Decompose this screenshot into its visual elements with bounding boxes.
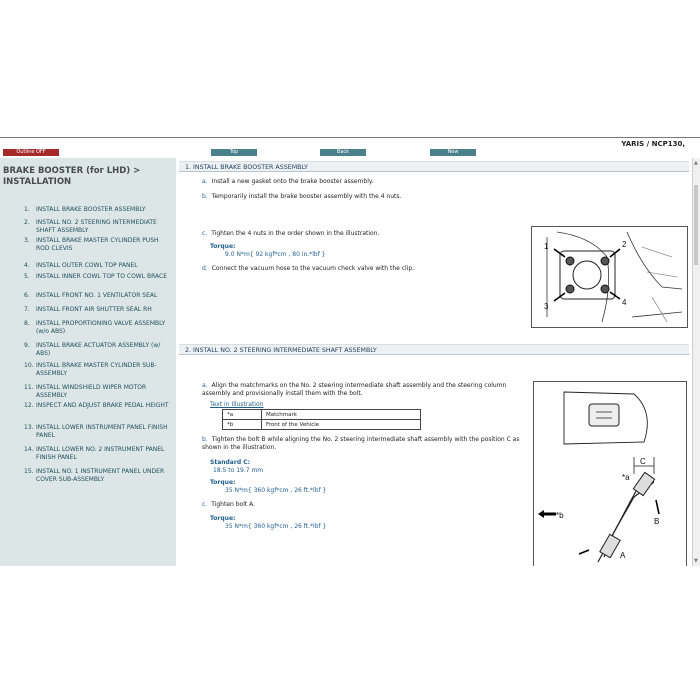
callout-3: 3 bbox=[544, 302, 549, 311]
sidebar-item-label[interactable]: INSTALL LOWER INSTRUMENT PANEL FINISH PANEL bbox=[36, 424, 168, 439]
sidebar-item[interactable] bbox=[24, 237, 172, 253]
sidebar-item-number: 12. bbox=[24, 402, 34, 409]
step-2c bbox=[202, 501, 255, 509]
callout-a: A bbox=[620, 551, 626, 560]
standard-value: 18.5 to 19.7 mm bbox=[213, 467, 264, 474]
step-text: Temporarily install the brake booster assembly with the 4 nuts. bbox=[211, 193, 402, 200]
section-heading-1: 1. INSTALL BRAKE BOOSTER ASSEMBLY bbox=[179, 161, 689, 172]
table-cell-key: *a bbox=[223, 410, 262, 420]
sidebar-item-number: 8. bbox=[24, 320, 30, 327]
step-1c bbox=[202, 230, 379, 238]
sidebar-item-label[interactable]: INSTALL FRONT NO. 1 VENTILATOR SEAL bbox=[36, 292, 158, 299]
callout-4: 4 bbox=[622, 298, 627, 307]
step-text: Tighten bolt A. bbox=[211, 501, 256, 508]
table-row bbox=[223, 410, 421, 420]
scroll-down-arrow[interactable]: ▼ bbox=[694, 558, 698, 564]
sidebar-item-number: 2. bbox=[24, 219, 30, 226]
sidebar-item-number: 10. bbox=[24, 362, 34, 369]
step-text: Tighten the bolt B while aligning the No. 2 steering intermediate shaft assembly with the position C as shown in the illustration. bbox=[202, 436, 520, 451]
sidebar-item[interactable] bbox=[24, 320, 172, 336]
back-button[interactable]: Back bbox=[320, 149, 366, 156]
sidebar-item[interactable] bbox=[24, 262, 172, 270]
sidebar-item[interactable] bbox=[24, 362, 172, 378]
step-2a bbox=[202, 382, 522, 398]
sidebar-item[interactable] bbox=[24, 384, 172, 400]
text-in-illustration-label: Text in Illustration bbox=[210, 401, 264, 408]
sidebar-item[interactable] bbox=[24, 446, 172, 462]
callout-star-b: *b bbox=[556, 511, 564, 520]
manual-window bbox=[0, 137, 700, 566]
sidebar-item-label[interactable]: INSTALL WINDSHIELD WIPER MOTOR ASSEMBLY bbox=[36, 384, 147, 399]
outline-toggle-button[interactable]: Outline OFF bbox=[3, 149, 59, 156]
sidebar-item[interactable] bbox=[24, 424, 172, 440]
sidebar-item-number: 15. bbox=[24, 468, 34, 475]
sidebar-item-label[interactable]: INSTALL BRAKE ACTUATOR ASSEMBLY (w/ ABS) bbox=[36, 342, 161, 357]
sidebar-item[interactable] bbox=[24, 273, 172, 281]
illustration-legend-table bbox=[222, 409, 421, 430]
sidebar-item-number: 14. bbox=[24, 446, 34, 453]
callout-b: B bbox=[654, 517, 660, 526]
sidebar-item[interactable] bbox=[24, 306, 172, 314]
sidebar-item[interactable] bbox=[24, 468, 172, 484]
scroll-thumb[interactable] bbox=[694, 185, 698, 265]
step-letter: d. bbox=[202, 265, 208, 272]
torque-value: 35 N*m{ 360 kgf*cm , 26 ft.*lbf } bbox=[225, 487, 327, 494]
section-heading-2: 2. INSTALL NO. 2 STEERING INTERMEDIATE SHAFT ASSEMBLY bbox=[179, 344, 689, 355]
step-1b bbox=[202, 193, 401, 201]
sidebar-item-label[interactable]: INSTALL BRAKE BOOSTER ASSEMBLY bbox=[36, 206, 146, 213]
torque-label: Torque: bbox=[210, 243, 236, 250]
sidebar-item-number: 3. bbox=[24, 237, 30, 244]
step-text: Tighten the 4 nuts in the order shown in the illustration. bbox=[211, 230, 380, 237]
scroll-up-arrow[interactable]: ▲ bbox=[694, 160, 698, 166]
sidebar-item-label[interactable]: INSPECT AND ADJUST BRAKE PEDAL HEIGHT bbox=[36, 402, 169, 409]
vertical-scrollbar[interactable] bbox=[692, 158, 700, 566]
sidebar-item-label[interactable]: INSTALL NO. 2 STEERING INTERMEDIATE SHAFT ASSEMBLY bbox=[36, 219, 157, 234]
table-cell-value: Matchmark bbox=[262, 410, 421, 420]
toolbar bbox=[0, 138, 700, 158]
sidebar-item-label[interactable]: INSTALL INNER COWL TOP TO COWL BRACE bbox=[36, 273, 167, 280]
sidebar-item[interactable] bbox=[24, 402, 172, 410]
sidebar-item-label[interactable]: INSTALL PROPORTIONING VALVE ASSEMBLY (w/o ABS) bbox=[36, 320, 166, 335]
sidebar-item-label[interactable]: INSTALL LOWER NO. 2 INSTRUMENT PANEL FINISH PANEL bbox=[36, 446, 165, 461]
step-letter: a. bbox=[202, 382, 208, 389]
step-letter: b. bbox=[202, 436, 208, 443]
torque-label: Torque: bbox=[210, 515, 236, 522]
sidebar-item-label[interactable]: INSTALL NO. 1 INSTRUMENT PANEL UNDER COVER SUB-ASSEMBLY bbox=[36, 468, 165, 483]
sidebar-item-number: 6. bbox=[24, 292, 30, 299]
sidebar-item-number: 5. bbox=[24, 273, 30, 280]
callout-star-a: *a bbox=[622, 473, 630, 482]
step-1a bbox=[202, 178, 374, 186]
sidebar-item[interactable] bbox=[24, 292, 172, 300]
sidebar-item-label[interactable]: INSTALL BRAKE MASTER CYLINDER SUB-ASSEMBLY bbox=[36, 362, 157, 377]
sidebar-item[interactable] bbox=[24, 206, 172, 214]
step-2b bbox=[202, 436, 532, 452]
step-letter: c. bbox=[202, 230, 208, 237]
torque-label: Torque: bbox=[210, 479, 236, 486]
step-letter: a. bbox=[202, 178, 208, 185]
step-letter: b. bbox=[202, 193, 208, 200]
torque-value: 35 N*m{ 360 kgf*cm , 26 ft.*lbf } bbox=[225, 523, 327, 530]
sidebar-item-number: 7. bbox=[24, 306, 30, 313]
new-button[interactable]: New bbox=[430, 149, 476, 156]
standard-label: Standard C: bbox=[210, 459, 250, 466]
sidebar-item-label[interactable]: INSTALL OUTER COWL TOP PANEL bbox=[36, 262, 138, 269]
sidebar-item[interactable] bbox=[24, 342, 172, 358]
sidebar-item-label[interactable]: INSTALL BRAKE MASTER CYLINDER PUSH ROD CLEVIS bbox=[36, 237, 159, 252]
booster-diagram bbox=[532, 227, 687, 327]
sidebar-item[interactable] bbox=[24, 219, 172, 235]
step-text: Align the matchmarks on the No. 2 steering intermediate shaft assembly and the steering column assembly and provisionally install them with the bolt. bbox=[202, 382, 507, 397]
page-title: BRAKE BOOSTER (for LHD) > INSTALLATION bbox=[3, 166, 141, 187]
sidebar-item-number: 1. bbox=[24, 206, 30, 213]
callout-c: C bbox=[640, 457, 646, 466]
sidebar-item-number: 13. bbox=[24, 424, 34, 431]
table-cell-key: *b bbox=[223, 420, 262, 430]
main-content bbox=[176, 158, 693, 566]
booster-nut-illustration bbox=[531, 226, 688, 328]
step-1d bbox=[202, 265, 414, 273]
sidebar-outline bbox=[0, 158, 176, 566]
step-text: Connect the vacuum hose to the vacuum check valve with the clip. bbox=[211, 265, 415, 272]
callout-1: 1 bbox=[544, 242, 549, 251]
step-letter: c. bbox=[202, 501, 208, 508]
table-cell-value: Front of the Vehicle bbox=[262, 420, 421, 430]
top-button[interactable]: Top bbox=[211, 149, 257, 156]
vehicle-model: YARIS / NCP130, bbox=[621, 140, 685, 148]
sidebar-item-label[interactable]: INSTALL FRONT AIR SHUTTER SEAL RH bbox=[36, 306, 152, 313]
table-row bbox=[223, 420, 421, 430]
shaft-diagram bbox=[534, 382, 686, 566]
callout-2: 2 bbox=[622, 240, 627, 249]
torque-value: 9.0 N*m{ 92 kgf*cm , 80 in.*lbf } bbox=[225, 251, 326, 258]
step-text: Install a new gasket onto the brake booster assembly. bbox=[211, 178, 374, 185]
sidebar-item-number: 9. bbox=[24, 342, 30, 349]
sidebar-item-number: 4. bbox=[24, 262, 30, 269]
sidebar-item-number: 11. bbox=[24, 384, 34, 391]
shaft-illustration bbox=[533, 381, 687, 566]
